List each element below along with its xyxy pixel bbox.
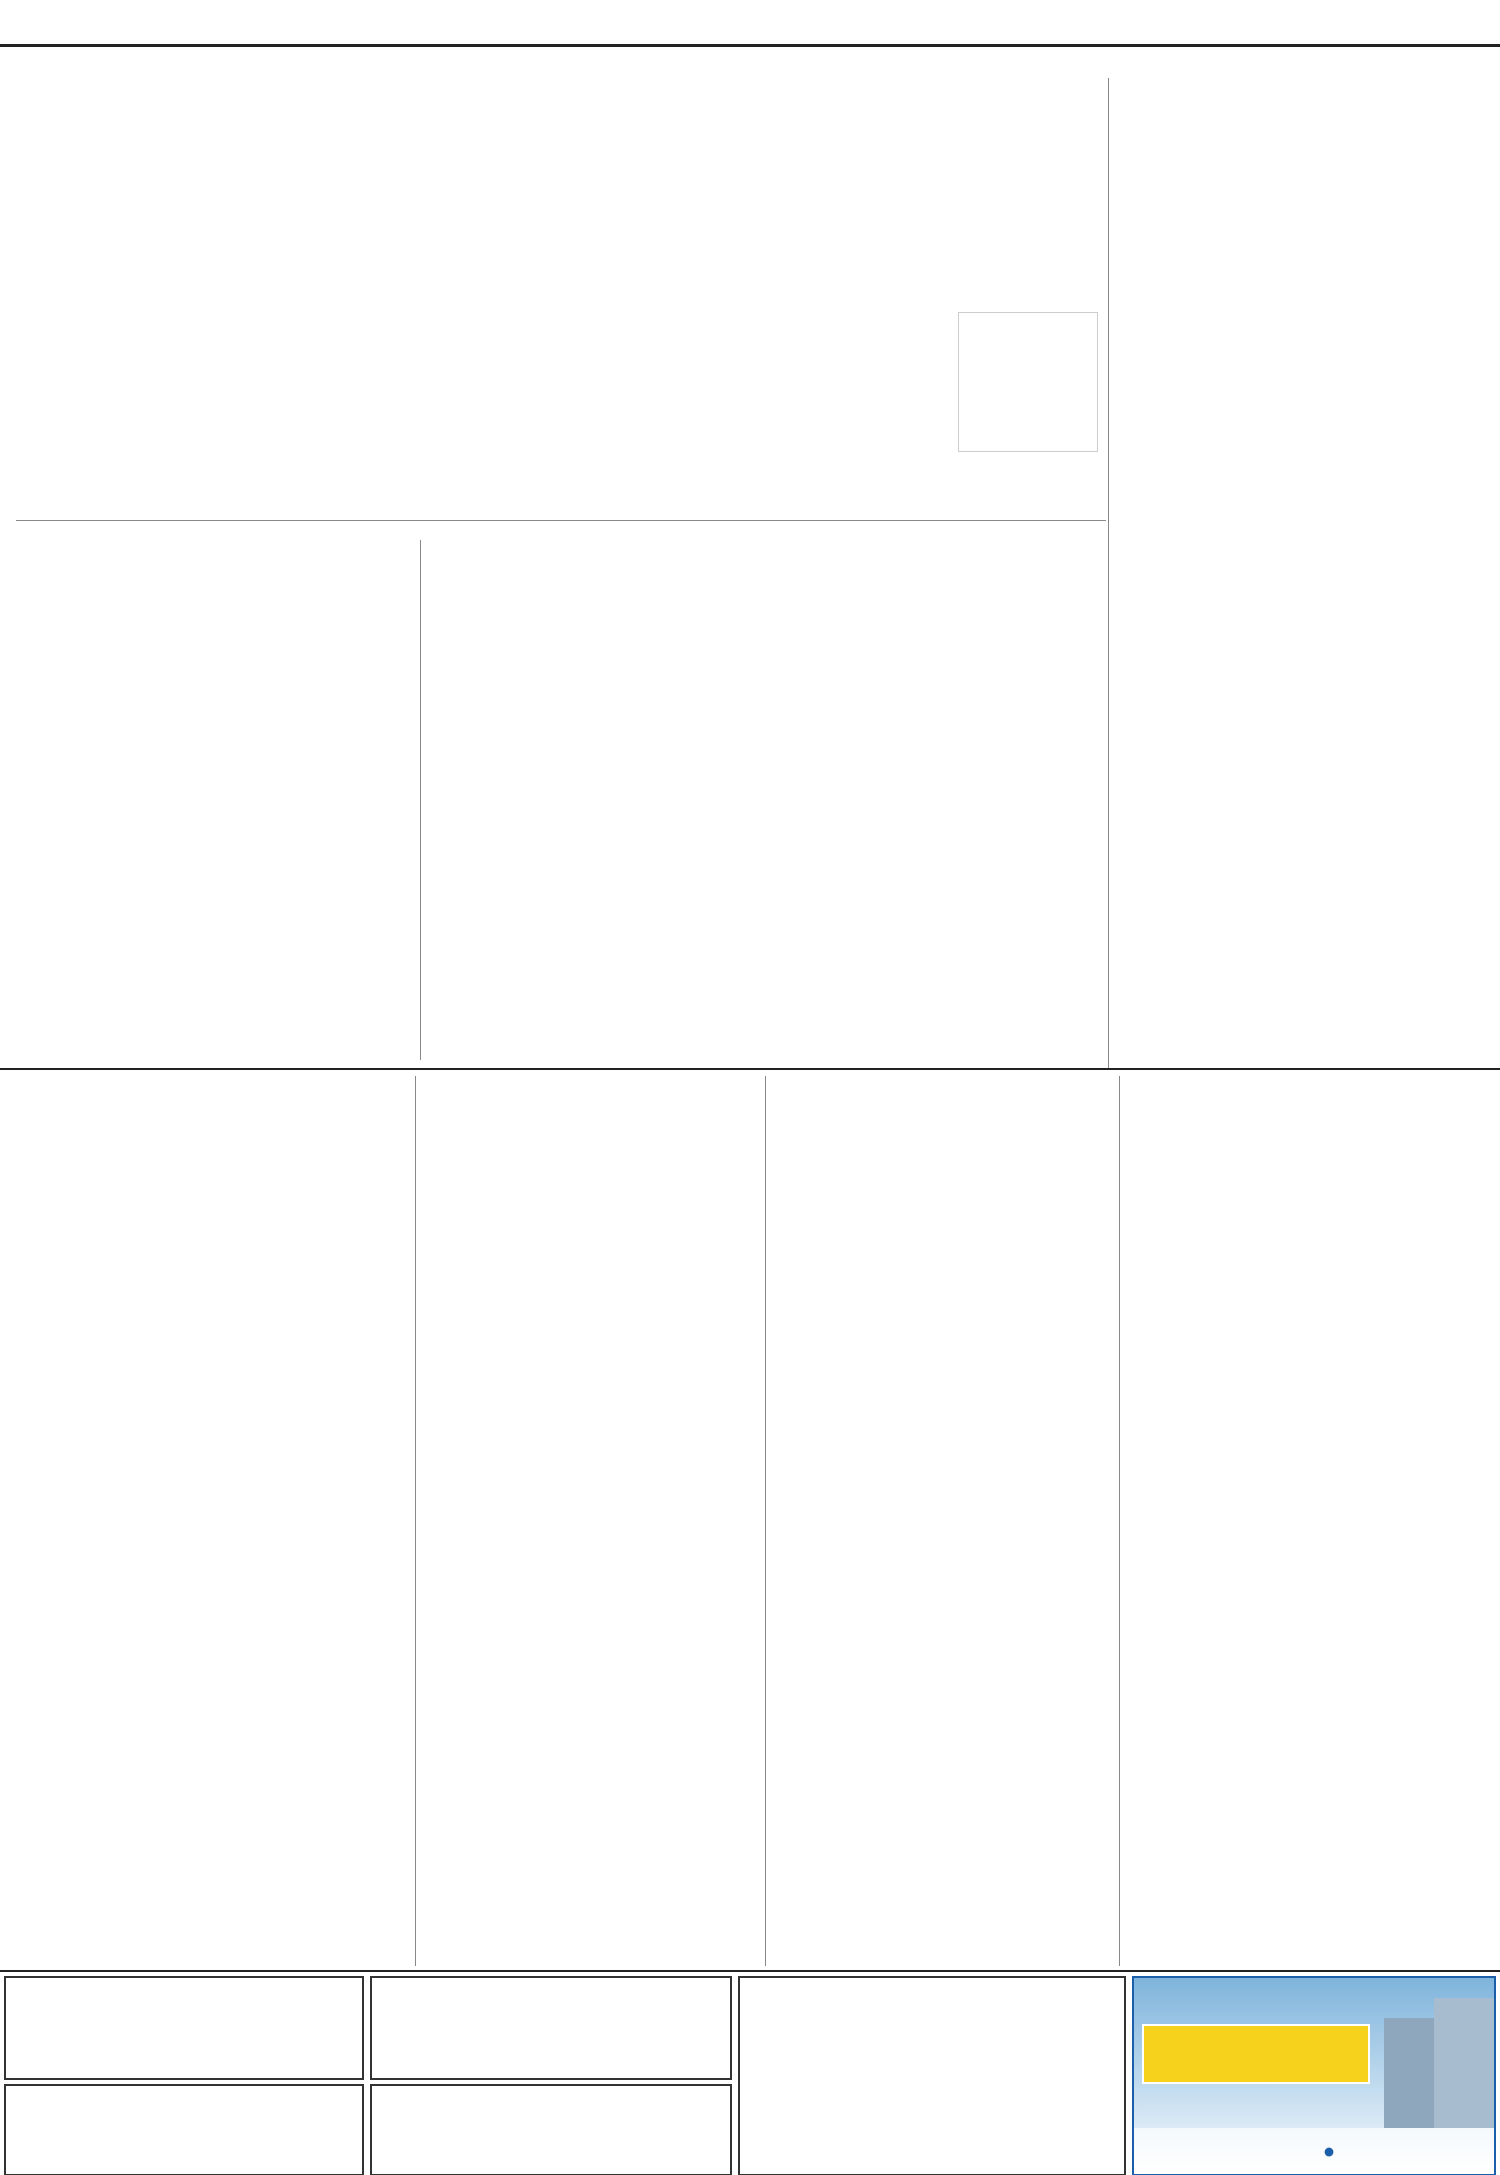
b5-body	[772, 1140, 1112, 1966]
b-divider-3	[1119, 1076, 1120, 1966]
a2-body	[16, 720, 406, 1050]
b4-body-cont	[772, 1076, 1112, 1136]
b-divider-1	[415, 1076, 416, 1966]
notice-parking	[370, 1976, 732, 2080]
b5-body-2	[1126, 1232, 1488, 1964]
notice-statement	[4, 1976, 364, 2080]
ad-address	[1324, 2144, 1334, 2158]
b4-body	[422, 1312, 758, 1964]
b2-body	[16, 1428, 408, 1592]
notice-debt	[370, 2084, 732, 2175]
b3-body-cont	[422, 1076, 758, 1272]
notice-notify	[4, 2084, 364, 2175]
a2-topline	[16, 520, 1106, 521]
a3-body	[430, 728, 1108, 1058]
notice-construction	[738, 1976, 1126, 2175]
ad-headline	[1142, 2024, 1370, 2084]
a1-body	[16, 240, 948, 510]
b-divider-2	[765, 1076, 766, 1966]
notice-rule	[0, 1970, 1500, 1972]
mid-rule	[0, 1068, 1500, 1070]
b1-body	[16, 1148, 408, 1392]
qr-code	[958, 312, 1098, 452]
ad-media-hotline	[1132, 1976, 1496, 2175]
qr-code-image	[959, 313, 1097, 451]
b5-body-cont	[1126, 1076, 1488, 1198]
b3-body	[16, 1634, 408, 1964]
header-rule	[0, 44, 1500, 47]
a4-body	[1116, 80, 1354, 1065]
a2-divider	[420, 540, 421, 1060]
a4-divider	[1108, 78, 1109, 1068]
location-pin-icon: ●	[1324, 2144, 1335, 2158]
